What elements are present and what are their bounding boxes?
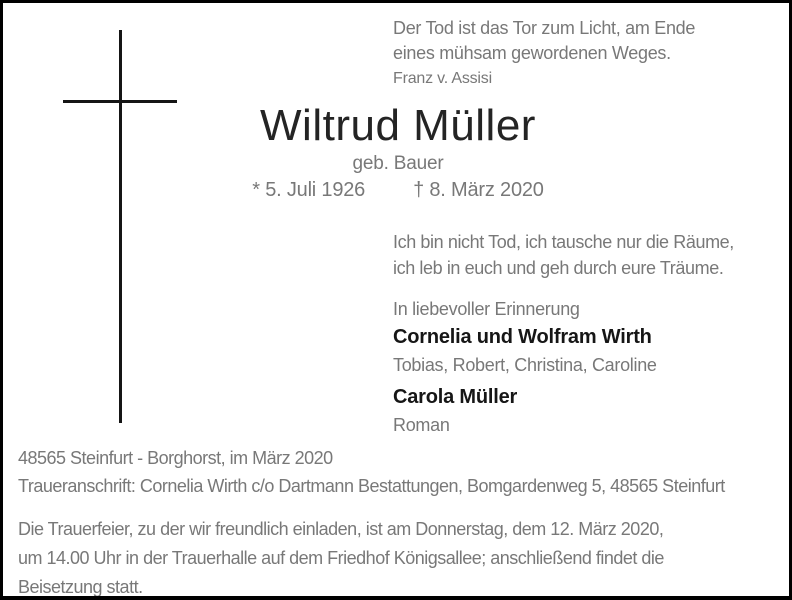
deceased-header <box>188 102 608 202</box>
place-date-line: 48565 Steinfurt - Borghorst, im März 2020 <box>18 448 333 468</box>
birth-date: * 5. Juli 1926 <box>252 179 366 201</box>
mourning-address-line: Traueranschrift: Cornelia Wirth c/o Dartmann Bestattungen, Bomgardenweg 5, 48565 Steinfurt <box>18 476 725 496</box>
funeral-line: Beisetzung statt. <box>18 577 143 597</box>
funeral-line: um 14.00 Uhr in der Trauerhalle auf dem Friedhof Königsallee; anschließend findet die <box>18 548 664 568</box>
epigraph-attribution: Franz v. Assisi <box>393 70 492 87</box>
maiden-name: geb. Bauer <box>352 153 444 174</box>
death-date: † 8. März 2020 <box>413 179 544 201</box>
remembrance-text: In liebevoller Erinnerung <box>393 299 580 319</box>
mourner-relatives: Roman <box>393 415 450 435</box>
verse-line: Ich bin nicht Tod, ich tausche nur die Räume, <box>393 232 734 252</box>
epigraph <box>393 16 695 90</box>
mourner-relatives: Tobias, Robert, Christina, Caroline <box>393 355 657 375</box>
mourners-list <box>393 327 657 447</box>
mourner-name: Cornelia und Wolfram Wirth <box>393 326 652 348</box>
verse-line: ich leb in euch und geh durch eure Träume. <box>393 258 724 278</box>
funeral-notice <box>18 515 664 600</box>
epigraph-line: Der Tod ist das Tor zum Licht, am Ende <box>393 18 696 38</box>
funeral-line: Die Trauerfeier, zu der wir freundlich einladen, ist am Donnerstag, dem 12. März 2020, <box>18 519 664 539</box>
notice-footer <box>18 444 725 500</box>
cross-vertical-bar <box>119 30 122 423</box>
life-dates <box>188 178 608 202</box>
epigraph-line: eines mühsam gewordenen Weges. <box>393 43 671 63</box>
mourner-name: Carola Müller <box>393 386 518 408</box>
deceased-name: Wiltrud Müller <box>260 101 536 150</box>
memorial-verse <box>393 229 734 281</box>
cross-horizontal-bar <box>63 100 177 103</box>
